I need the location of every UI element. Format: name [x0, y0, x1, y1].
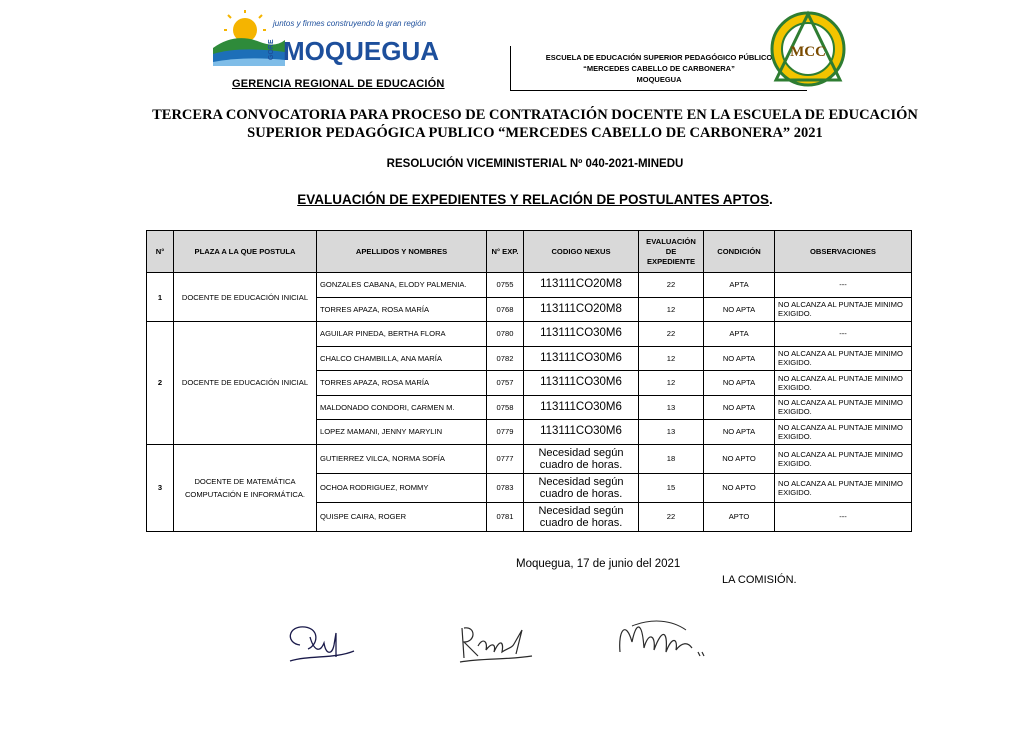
cell-exp: 0755: [487, 273, 524, 298]
cell-nexus: 113111CO30M6: [524, 322, 639, 347]
cell-nexus: 113111CO20M8: [524, 273, 639, 298]
school-line-1: ESCUELA DE EDUCACIÓN SUPERIOR PEDAGÓGICO PÚBLICO: [545, 53, 773, 62]
cell-nombre: LOPEZ MAMANI, JENNY MARYLIN: [317, 420, 487, 445]
header-nombres: APELLIDOS Y NOMBRES: [317, 231, 487, 273]
table-row: [147, 273, 912, 298]
cell-nexus: 113111CO30M6: [524, 346, 639, 371]
comision-label: LA COMISIÓN.: [722, 574, 797, 586]
svg-text:MOQUEGUA: MOQUEGUA: [283, 36, 439, 66]
cell-nombre: MALDONADO CONDORI, CARMEN M.: [317, 395, 487, 420]
cell-nombre: OCHOA RODRIGUEZ, ROMMY: [317, 473, 487, 502]
cell-obs: NO ALCANZA AL PUNTAJE MINIMO EXIGIDO.: [775, 395, 912, 420]
cell-nexus: Necesidad según cuadro de horas.: [524, 473, 639, 502]
cell-nombre: QUISPE CAIRA, ROGER: [317, 502, 487, 531]
cell-condicion: NO APTA: [704, 297, 775, 322]
cell-condicion: NO APTA: [704, 371, 775, 396]
cell-nexus: 113111CO30M6: [524, 371, 639, 396]
cell-exp: 0781: [487, 502, 524, 531]
group-number: 3: [147, 444, 174, 531]
cell-nombre: TORRES APAZA, ROSA MARÍA: [317, 371, 487, 396]
table-row: [147, 322, 912, 347]
cell-obs: ---: [775, 273, 912, 298]
cell-condicion: NO APTA: [704, 420, 775, 445]
header-eval: EVALUACIÓN DE EXPEDIENTE: [639, 231, 704, 273]
title-line-1: TERCERA CONVOCATORIA PARA PROCESO DE CONTRATACIÓN DOCENTE EN LA ESCUELA DE EDUCACIÓN: [152, 107, 918, 123]
cell-nombre: TORRES APAZA, ROSA MARÍA: [317, 297, 487, 322]
cell-nexus: 113111CO20M8: [524, 297, 639, 322]
header-num: N°: [147, 231, 174, 273]
cell-condicion: NO APTO: [704, 444, 775, 473]
resolution-number: RESOLUCIÓN VICEMINISTERIAL Nº 040-2021-MINEDU: [386, 158, 684, 170]
cell-condicion: APTA: [704, 322, 775, 347]
school-line-2: “MERCEDES CABELLO DE CARBONERA”: [583, 64, 735, 73]
svg-text:juntos y firmes construyendo l: juntos y firmes construyendo la gran región: [273, 19, 426, 28]
header-exp: N° EXP.: [487, 231, 524, 273]
cell-obs: NO ALCANZA AL PUNTAJE MINIMO EXIGIDO.: [775, 420, 912, 445]
svg-text:GORE: GORE: [268, 39, 275, 60]
group-number: 2: [147, 322, 174, 445]
cell-obs: NO ALCANZA AL PUNTAJE MINIMO EXIGIDO.: [775, 371, 912, 396]
cell-eval: 22: [639, 273, 704, 298]
cell-obs: ---: [775, 502, 912, 531]
cell-eval: 15: [639, 473, 704, 502]
cell-exp: 0758: [487, 395, 524, 420]
title-line-2: SUPERIOR PEDAGÓGICA PUBLICO “MERCEDES CABELLO DE CARBONERA” 2021: [247, 125, 823, 141]
table-header-row: [147, 231, 912, 273]
gerencia-label: GERENCIA REGIONAL DE EDUCACIÓN: [232, 78, 445, 90]
cell-eval: 12: [639, 297, 704, 322]
cell-obs: ---: [775, 322, 912, 347]
cell-condicion: APTA: [704, 273, 775, 298]
cell-exp: 0757: [487, 371, 524, 396]
cell-obs: NO ALCANZA AL PUNTAJE MINIMO EXIGIDO.: [775, 473, 912, 502]
cell-nexus: 113111CO30M6: [524, 395, 639, 420]
svg-text:MCC: MCC: [790, 44, 826, 60]
cell-eval: 18: [639, 444, 704, 473]
cell-nombre: AGUILAR PINEDA, BERTHA FLORA: [317, 322, 487, 347]
cell-nombre: CHALCO CHAMBILLA, ANA MARÍA: [317, 346, 487, 371]
school-header: [510, 46, 807, 91]
cell-eval: 12: [639, 371, 704, 396]
school-line-3: MOQUEGUA: [636, 75, 682, 84]
header-obs: OBSERVACIONES: [775, 231, 912, 273]
cell-condicion: NO APTO: [704, 473, 775, 502]
cell-obs: NO ALCANZA AL PUNTAJE MINIMO EXIGIDO.: [775, 444, 912, 473]
group-number: 1: [147, 273, 174, 322]
cell-nombre: GUTIERREZ VILCA, NORMA SOFÍA: [317, 444, 487, 473]
group-plaza: DOCENTE DE MATEMÁTICA COMPUTACIÓN E INFORMÁTICA.: [174, 444, 317, 531]
subtitle-text: EVALUACIÓN DE EXPEDIENTES Y RELACIÓN DE POSTULANTES APTOS: [297, 192, 770, 207]
cell-exp: 0779: [487, 420, 524, 445]
signature-3: [612, 612, 707, 667]
cell-nexus: 113111CO30M6: [524, 420, 639, 445]
cell-eval: 22: [639, 502, 704, 531]
school-emblem-logo: [768, 10, 848, 88]
cell-exp: 0780: [487, 322, 524, 347]
cell-exp: 0777: [487, 444, 524, 473]
cell-exp: 0782: [487, 346, 524, 371]
cell-exp: 0783: [487, 473, 524, 502]
cell-eval: 13: [639, 395, 704, 420]
document-title: [120, 106, 950, 142]
cell-exp: 0768: [487, 297, 524, 322]
document-subtitle: EVALUACIÓN DE EXPEDIENTES Y RELACIÓN DE POSTULANTES APTOS.: [297, 192, 773, 207]
place-date: Moquegua, 17 de junio del 2021: [516, 558, 681, 570]
cell-condicion: NO APTA: [704, 395, 775, 420]
cell-nexus: Necesidad según cuadro de horas.: [524, 444, 639, 473]
header-plaza: PLAZA A LA QUE POSTULA: [174, 231, 317, 273]
table-row: [147, 444, 912, 473]
group-plaza: DOCENTE DE EDUCACIÓN INICIAL: [174, 273, 317, 322]
gore-moquegua-logo: [205, 10, 490, 78]
cell-eval: 22: [639, 322, 704, 347]
cell-condicion: NO APTA: [704, 346, 775, 371]
group-plaza: DOCENTE DE EDUCACIÓN INICIAL: [174, 322, 317, 445]
signature-1: [280, 615, 360, 670]
signature-2: [452, 618, 537, 668]
cell-obs: NO ALCANZA AL PUNTAJE MINIMO EXIGIDO.: [775, 297, 912, 322]
cell-obs: NO ALCANZA AL PUNTAJE MINIMO EXIGIDO.: [775, 346, 912, 371]
header-condicion: CONDICIÓN: [704, 231, 775, 273]
evaluation-table: [146, 230, 912, 532]
cell-eval: 13: [639, 420, 704, 445]
header-nexus: CODIGO NEXUS: [524, 231, 639, 273]
cell-nombre: GONZALES CABANA, ELODY PALMENIA.: [317, 273, 487, 298]
cell-nexus: Necesidad según cuadro de horas.: [524, 502, 639, 531]
cell-condicion: APTO: [704, 502, 775, 531]
cell-eval: 12: [639, 346, 704, 371]
